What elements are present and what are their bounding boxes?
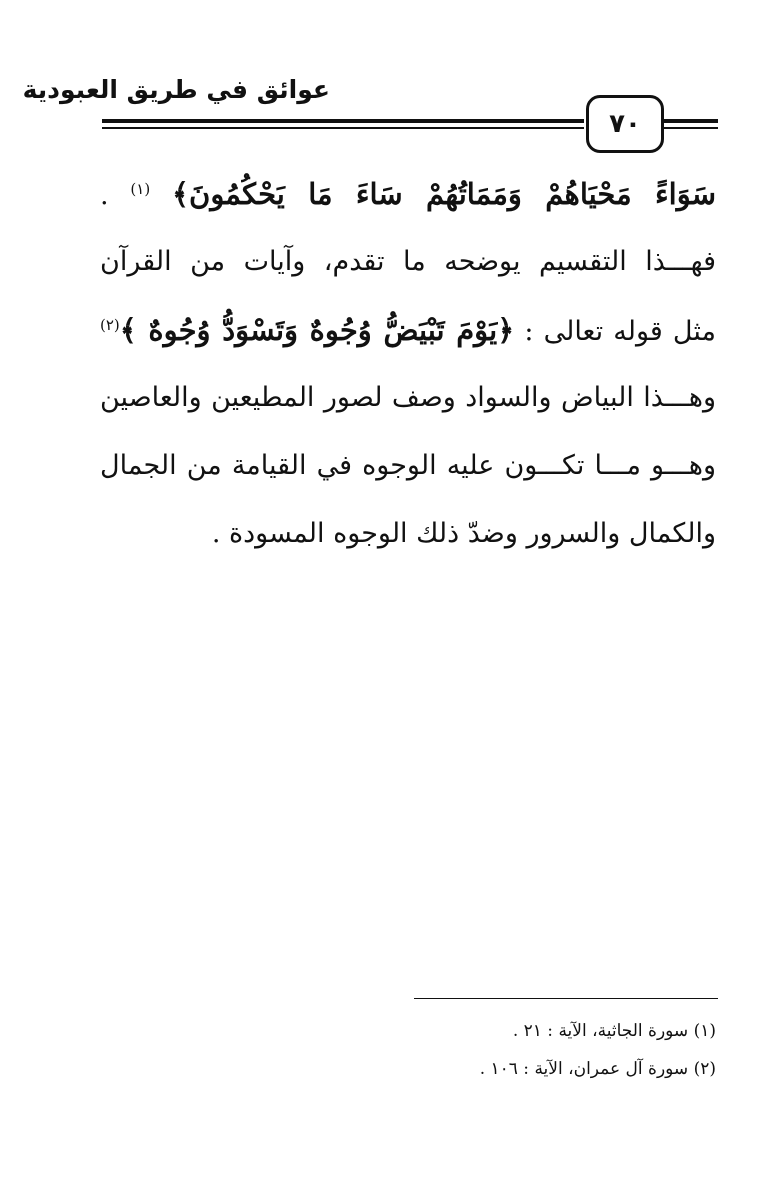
sentence-end: . — [100, 180, 131, 211]
header-rule-thin-right — [662, 127, 718, 129]
body-line: وهـــو مـــا تكـــون عليه الوجوه في القيامة من الجمال — [100, 450, 716, 481]
body-text — [100, 160, 716, 568]
header-rule-thick — [102, 119, 584, 123]
body-line: وهـــذا البياض والسواد وصف لصور المطيعين والعاصين — [100, 382, 716, 413]
footnote-separator — [414, 998, 718, 999]
footnote-reference: (٢) — [100, 316, 120, 334]
footnote: (١) سورة الجاثية، الآية : ٢١ . — [512, 1021, 716, 1041]
body-line: فهـــذا التقسيم يوضحه ما تقدم، وآيات من القرآن — [100, 246, 716, 277]
header-rule-thin — [102, 127, 584, 129]
body-line — [100, 296, 716, 364]
quran-verse: ﴿يَوْمَ تَبْيَضُّ وُجُوهٌ وَتَسْوَدُّ وُجُوهٌ ﴾ — [119, 313, 515, 347]
header-rule-thick-right — [662, 119, 718, 123]
footnote-reference: (١) — [130, 180, 151, 198]
body-line: والكمال والسرور وضدّ ذلك الوجوه المسودة . — [211, 518, 716, 549]
page-number: ٧٠ — [586, 95, 664, 153]
body-line — [100, 160, 716, 228]
footnote: (٢) سورة آل عمران، الآية : ١٠٦ . — [479, 1059, 716, 1079]
quran-verse: سَوَاءً مَحْيَاهُمْ وَمَمَاتُهُمْ سَاءَ مَا يَحْكُمُونَ﴾ — [172, 177, 716, 211]
body-text-run: مثل قوله تعالى : — [514, 316, 716, 347]
book-title: عوائق في طريق العبودية — [22, 75, 330, 104]
footnotes — [480, 1012, 716, 1088]
